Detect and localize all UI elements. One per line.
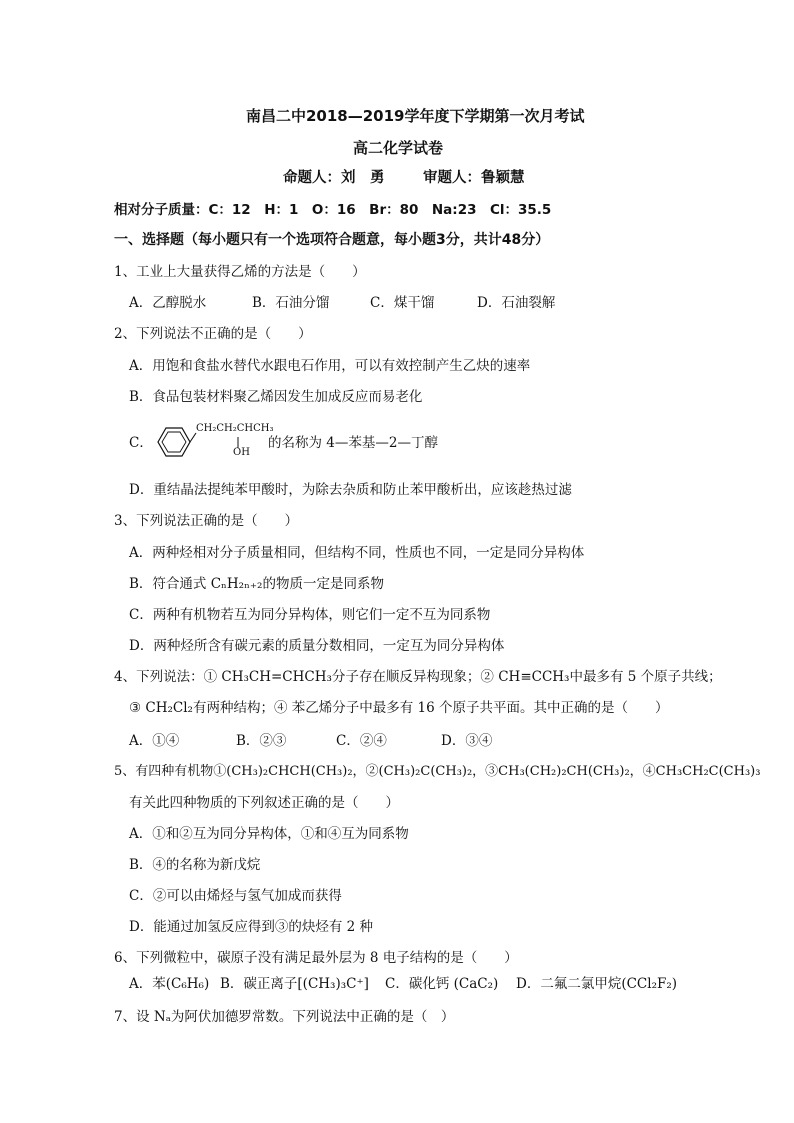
- structure-chain-label: CH₂CH₂CHCH₃: [196, 423, 274, 434]
- section-heading: 一、选择题（每小题只有一个选项符合题意，每小题3分，共计48分）: [114, 232, 550, 248]
- q3-option-b: B．符合通式 CₙH₂ₙ₊₂的物质一定是同系物: [129, 576, 384, 592]
- q4-option-d: D．③④: [441, 733, 493, 749]
- q3-option-c: C．两种有机物若互为同分异构体，则它们一定不互为同系物: [129, 607, 491, 623]
- atomic-masses: 相对分子质量：C：12 H：1 O：16 Br：80 Na:23 Cl：35.5: [114, 202, 552, 218]
- structure-oh-label: OH: [233, 447, 250, 458]
- phenylbutanol-structure: [150, 423, 274, 465]
- q5-option-b: B．④的名称为新戊烷: [129, 857, 261, 873]
- q3-option-d: D．两种烃所含有碳元素的质量分数相同，一定互为同分异构体: [129, 638, 505, 654]
- reviewer: 审题人：鲁颖慧: [423, 170, 525, 186]
- q2-option-a: A．用饱和食盐水替代水跟电石作用，可以有效控制产生乙炔的速率: [129, 358, 531, 374]
- q6-option-c: C．碳化钙 (CaC₂): [385, 976, 499, 992]
- q4-option-c: C．②④: [336, 733, 387, 749]
- question-7: 7、设 Nₐ为阿伏加德罗常数。下列说法中正确的是（ ）: [114, 1009, 455, 1025]
- q1-option-d: D．石油裂解: [477, 295, 556, 311]
- q4-option-a: A．①④: [129, 733, 180, 749]
- question-3: 3、下列说法正确的是（ ）: [114, 513, 299, 529]
- q2-option-b: B．食品包装材料聚乙烯因发生加成反应而易老化: [129, 389, 423, 405]
- q5-option-d: D．能通过加氢反应得到③的炔烃有 2 种: [129, 919, 373, 935]
- q2-option-c-text: 的名称为 4—苯基—2—丁醇: [268, 435, 438, 451]
- question-1: 1、工业上大量获得乙烯的方法是（ ）: [114, 264, 366, 280]
- question-5-line-2: 有关此四种物质的下列叙述正确的是（ ）: [129, 795, 399, 811]
- q2-option-d: D．重结晶法提纯苯甲酸时，为除去杂质和防止苯甲酸析出，应该趁热过滤: [129, 482, 572, 498]
- question-5-line-1: 5、有四种有机物①(CH₃)₂CHCH(CH₃)₂，②(CH₃)₂C(CH₃)₂，③CH₃(CH₂)₂CH(CH₃)₂，④CH₃CH₂C(CH₃)₃: [114, 764, 761, 779]
- q6-option-a: A．苯(C₆H₆): [129, 976, 210, 992]
- setter: 命题人：刘 勇: [283, 170, 385, 186]
- q1-option-c: C．煤干馏: [370, 295, 435, 311]
- question-4-line-1: 4、下列说法：① CH₃CH=CHCH₃分子存在顺反异构现象；② CH≡CCH₃中最多有 5 个原子共线；: [114, 669, 722, 685]
- exam-subtitle: 高二化学试卷: [353, 139, 444, 157]
- question-2: 2、下列说法不正确的是（ ）: [114, 326, 312, 342]
- q1-option-b: B．石油分馏: [252, 295, 330, 311]
- q1-option-a: A．乙醇脱水: [129, 295, 207, 311]
- q3-option-a: A．两种烃相对分子质量相同，但结构不同，性质也不同，一定是同分异构体: [129, 545, 585, 561]
- q2-option-c-prefix: C．: [129, 435, 153, 451]
- q6-option-b: B．碳正离子[(CH₃)₃C⁺]: [220, 976, 369, 992]
- q5-option-c: C．②可以由烯烃与氢气加成而获得: [129, 888, 342, 904]
- q5-option-a: A．①和②互为同分异构体，①和④互为同系物: [129, 826, 409, 842]
- exam-title: 南昌二中2018—2019学年度下学期第一次月考试: [246, 107, 585, 125]
- q6-option-d: D．二氟二氯甲烷(CCl₂F₂): [516, 976, 678, 992]
- question-6: 6、下列微粒中，碳原子没有满足最外层为 8 电子结构的是（ ）: [114, 950, 518, 966]
- question-4-line-2: ③ CH₂Cl₂有两种结构；④ 苯乙烯分子中最多有 16 个原子共平面。其中正确的是（ ）: [129, 700, 669, 716]
- q4-option-b: B．②③: [236, 733, 287, 749]
